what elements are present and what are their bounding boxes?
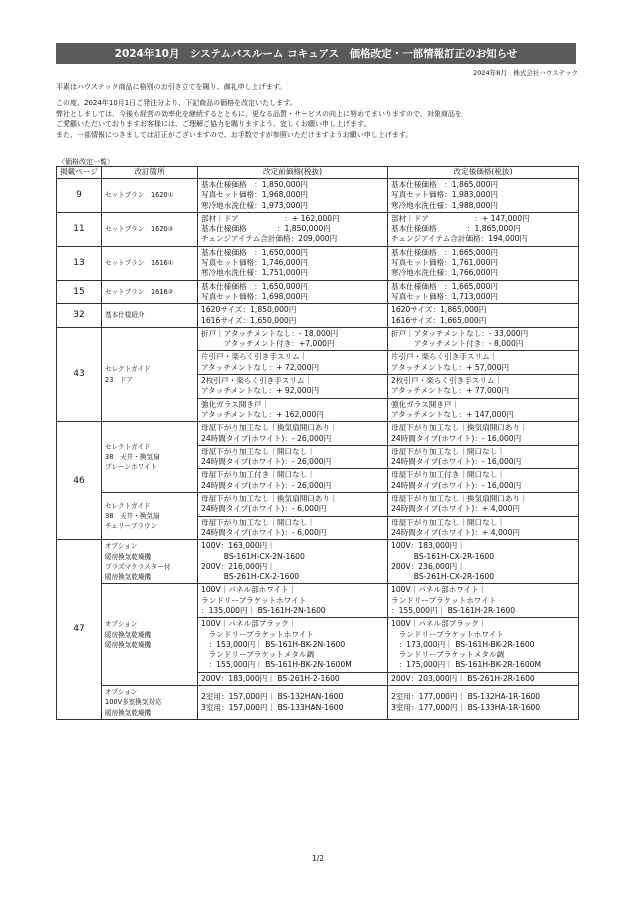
section-line: オプション bbox=[105, 620, 138, 629]
page-number-cell: 15 bbox=[57, 280, 102, 304]
price-line: ：155,000円｜ BS-161H-2R-1600 bbox=[391, 605, 516, 615]
price-line: アタッチメントなし：+ 162,000円 bbox=[201, 409, 324, 419]
intro-paragraph bbox=[56, 98, 586, 140]
section-line: セレクトガイド bbox=[105, 501, 151, 510]
section-cell bbox=[102, 493, 198, 540]
price-line: 母屋下がり加工なし｜開口なし｜ bbox=[201, 517, 315, 527]
price-before-cell bbox=[198, 672, 388, 685]
greeting-text: 平素はハウステック商品に格別のお引き立てを賜り、御礼申し上げます。 bbox=[56, 83, 287, 91]
price-line: チェンジアイテム合計価格：194,000円 bbox=[391, 234, 528, 244]
price-after-cell bbox=[388, 618, 579, 672]
price-line: 母屋下がり加工なし｜換気扇開口あり｜ bbox=[391, 423, 528, 433]
price-before-cell bbox=[198, 179, 388, 213]
table-body bbox=[57, 179, 579, 720]
price-line: 寒冷地水洗仕様：1,973,000円 bbox=[201, 200, 308, 210]
price-after-cell bbox=[388, 246, 579, 280]
table-row bbox=[57, 493, 579, 517]
section-cell bbox=[102, 327, 198, 421]
price-line: 1620サイズ：1,865,000円 bbox=[391, 305, 487, 315]
section-line: 100V多室換気対応 bbox=[105, 698, 162, 707]
price-before-cell bbox=[198, 540, 388, 584]
price-line: 写真セット価格：1,983,000円 bbox=[391, 190, 498, 200]
price-line: 基本仕様価格 ：1,850,000円 bbox=[201, 180, 308, 189]
table-header-row bbox=[57, 167, 579, 179]
price-line: 強化ガラス開き戸｜ bbox=[391, 399, 460, 409]
price-line: ：173,000円｜ BS-161H-BK-2R-1600 bbox=[391, 639, 535, 649]
price-before-cell bbox=[198, 422, 388, 446]
header-page: 掲載ページ bbox=[57, 167, 102, 179]
table-row bbox=[57, 540, 579, 584]
price-line: 2枚引戸・楽らく引き手スリム｜ bbox=[201, 376, 313, 386]
price-after-cell bbox=[388, 540, 579, 584]
price-before-cell bbox=[198, 398, 388, 422]
price-line: 母屋下がり加工なし｜換気扇開口あり｜ bbox=[201, 423, 338, 433]
price-after-cell bbox=[388, 351, 579, 375]
price-line: アタッチメントなし：+ 92,000円 bbox=[201, 386, 320, 396]
section-line: 暖房換気乾燥機 bbox=[105, 630, 152, 639]
section-line: 暖房換気乾燥機 bbox=[105, 640, 152, 649]
section-line: セットプラン 1620① bbox=[105, 191, 174, 200]
section-line: オプション bbox=[105, 542, 138, 551]
price-line: アタッチメントなし：+ 57,000円 bbox=[391, 362, 510, 372]
price-line: アタッチメント付き：- 8,000円 bbox=[391, 339, 524, 349]
price-before-cell bbox=[198, 212, 388, 246]
price-line: 片引戸・楽らく引き手スリム｜ bbox=[201, 352, 308, 362]
price-before-cell bbox=[198, 445, 388, 469]
section-line: セットプラン 1616② bbox=[105, 287, 174, 296]
price-after-cell bbox=[388, 516, 579, 540]
table-row bbox=[57, 686, 579, 720]
price-after-cell bbox=[388, 445, 579, 469]
table-row bbox=[57, 304, 579, 328]
price-line: 折戸｜アタッチメントなし：- 33,000円 bbox=[391, 328, 529, 338]
price-line: 24時間タイプ(ホワイト)：- 6,000円 bbox=[201, 527, 327, 537]
page-number-cell: 47 bbox=[57, 540, 102, 720]
price-line: ：175,000円｜ BS-161H-BK-2R-1600M bbox=[391, 660, 542, 670]
price-line: 24時間タイプ(ホワイト)：+ 4,000円 bbox=[391, 527, 521, 537]
table-row bbox=[57, 212, 579, 246]
price-before-cell bbox=[198, 351, 388, 375]
price-after-cell bbox=[388, 584, 579, 618]
section-cell bbox=[102, 540, 198, 584]
price-after-cell bbox=[388, 686, 579, 720]
price-line: 24時間タイプ(ホワイト)：- 16,000円 bbox=[391, 457, 522, 467]
intro-line: また、一部情報につきましては訂正がございますので、お手数ですが参照いただけますようお願い申し上げます。 bbox=[56, 130, 413, 139]
price-line: ：153,000円｜ BS-161H-BK-2N-1600 bbox=[201, 639, 346, 649]
page-number-cell: 11 bbox=[57, 212, 102, 246]
price-line: 部材｜ドア ：+ 147,000円 bbox=[391, 213, 530, 223]
page-number-cell: 9 bbox=[57, 179, 102, 213]
price-after-cell bbox=[388, 179, 579, 213]
table-row bbox=[57, 327, 579, 351]
price-line: 24時間タイプ(ホワイト)：- 26,000円 bbox=[201, 480, 332, 490]
price-line: 部材｜ドア ：+ 162,000円 bbox=[201, 213, 340, 223]
price-line: 母屋下がり加工なし｜開口なし｜ bbox=[391, 446, 505, 456]
section-line: 暖房換気乾燥機 bbox=[105, 552, 152, 561]
price-line: 24時間タイプ(ホワイト)：+ 4,000円 bbox=[391, 504, 521, 514]
intro-line: この度、2024年10月1日ご発注分より、下記商品の価格を改定いたします。 bbox=[56, 99, 297, 107]
price-line: 母屋下がり加工なし｜開口なし｜ bbox=[391, 517, 505, 527]
price-after-cell bbox=[388, 672, 579, 685]
price-line: BS-261H-CX-2R-1600 bbox=[391, 572, 495, 582]
section-line: 23 ドア bbox=[105, 375, 133, 384]
price-revision-table bbox=[56, 166, 579, 720]
price-line: 200V：203,000円｜ BS-261H-2R-1600 bbox=[391, 673, 535, 683]
price-before-cell bbox=[198, 246, 388, 280]
price-before-cell bbox=[198, 686, 388, 720]
section-caption: 〈価格改定一覧〉 bbox=[58, 158, 114, 166]
price-line: 1616サイズ：1,665,000円 bbox=[391, 315, 487, 325]
price-line: ランドリーブラケットホワイト bbox=[201, 629, 314, 639]
section-line: 暖房換気乾燥機 bbox=[105, 708, 152, 717]
price-line: 2室用：157,000円｜ BS-132HAN-1600 bbox=[201, 692, 344, 702]
section-cell bbox=[102, 686, 198, 720]
price-line: 母屋下がり加工付き｜開口なし｜ bbox=[391, 470, 505, 480]
date-company: 2024年8月 株式会社ハウステック bbox=[473, 69, 578, 77]
price-line: 24時間タイプ(ホワイト)：- 6,000円 bbox=[201, 504, 327, 514]
section-line: セレクトガイド bbox=[105, 365, 151, 374]
page-number-cell: 32 bbox=[57, 304, 102, 328]
section-cell bbox=[102, 179, 198, 213]
price-line: 200V：216,000円｜ bbox=[201, 561, 275, 571]
table-row bbox=[57, 246, 579, 280]
price-line: 100V：183,000円｜ bbox=[391, 541, 465, 551]
price-line: 基本仕様価格 ：1,650,000円 bbox=[201, 281, 308, 291]
price-before-cell bbox=[198, 469, 388, 493]
price-line: 基本仕様価格 ：1,865,000円 bbox=[391, 224, 521, 234]
section-cell bbox=[102, 212, 198, 246]
price-line: 100V｜パネル部ブラック｜ bbox=[201, 619, 297, 629]
price-line: ランドリーブラケットメタル調 bbox=[391, 650, 505, 660]
price-line: 24時間タイプ(ホワイト)：- 26,000円 bbox=[201, 433, 332, 443]
price-after-cell bbox=[388, 422, 579, 446]
section-cell bbox=[102, 304, 198, 328]
price-line: 基本仕様価格 ：1,850,000円 bbox=[201, 224, 331, 234]
intro-line: 弊社としましては、今後も経営の効率化を継続するとともに、更なる品質・サービスの向上に努めてまいりますので、対象商品を bbox=[56, 109, 462, 118]
price-line: 母屋下がり加工付き｜開口なし｜ bbox=[201, 470, 315, 480]
page-number-cell: 13 bbox=[57, 246, 102, 280]
page-title: 2024年10月 システムバスルーム コキュアス 価格改定・一部情報訂正のお知らせ bbox=[56, 43, 576, 64]
price-line: ランドリーブラケットホワイト bbox=[391, 629, 504, 639]
intro-line: ご愛顧いただいておりますお客様には、ご理解ご協力を賜りますよう、宜しくお願い申し上げます。 bbox=[56, 120, 371, 128]
price-before-cell bbox=[198, 493, 388, 517]
price-line: 基本仕様価格 ：1,665,000円 bbox=[391, 281, 498, 291]
price-line: 200V：236,000円｜ bbox=[391, 561, 465, 571]
section-line: 暖房換気乾燥機 bbox=[105, 573, 152, 582]
header-after: 改定後価格(税抜) bbox=[388, 167, 579, 179]
price-before-cell bbox=[198, 584, 388, 618]
section-line: プラズマクラスター付 bbox=[105, 562, 171, 571]
price-line: 写真セット価格：1,761,000円 bbox=[391, 258, 498, 268]
price-line: 100V｜パネル部ホワイト｜ bbox=[391, 585, 487, 595]
section-cell bbox=[102, 280, 198, 304]
section-cell bbox=[102, 584, 198, 686]
page-number-cell: 46 bbox=[57, 422, 102, 540]
price-before-cell bbox=[198, 516, 388, 540]
price-line: 母屋下がり加工なし｜換気扇開口あり｜ bbox=[391, 494, 528, 504]
price-line: アタッチメントなし：+ 77,000円 bbox=[391, 386, 510, 396]
price-line: 母屋下がり加工なし｜換気扇開口あり｜ bbox=[201, 494, 338, 504]
price-line: 24時間タイプ(ホワイト)：- 16,000円 bbox=[391, 480, 522, 490]
price-line: 2枚引戸・楽らく引き手スリム｜ bbox=[391, 376, 503, 386]
section-cell bbox=[102, 422, 198, 493]
price-line: 写真セット価格：1,968,000円 bbox=[201, 190, 308, 200]
price-line: 200V：183,000円｜ BS-261H-2-1600 bbox=[201, 673, 340, 683]
price-line: アタッチメント付き：+7,000円 bbox=[201, 339, 335, 349]
header-before: 改定前価格(税抜) bbox=[198, 167, 388, 179]
price-line: 1620サイズ：1,850,000円 bbox=[201, 305, 297, 315]
price-line: アタッチメントなし：+ 72,000円 bbox=[201, 362, 320, 372]
price-line: 寒冷地水洗仕様：1,751,000円 bbox=[201, 268, 308, 278]
section-line: プレーンホワイト bbox=[105, 463, 158, 472]
page-number: 1/2 bbox=[311, 854, 325, 863]
price-line: ：135,000円｜ BS-161H-2N-1600 bbox=[201, 605, 326, 615]
price-after-cell bbox=[388, 493, 579, 517]
price-line: 写真セット価格：1,713,000円 bbox=[391, 291, 498, 301]
section-line: セットプラン 1616① bbox=[105, 259, 174, 268]
price-before-cell bbox=[198, 618, 388, 672]
price-line: 基本仕様価格 ：1,650,000円 bbox=[201, 247, 308, 257]
section-line: オプション bbox=[105, 688, 138, 697]
section-line: セットプラン 1620② bbox=[105, 225, 174, 234]
section-line: チェリーブラウン bbox=[105, 522, 158, 531]
price-line: 寒冷地水洗仕様：1,988,000円 bbox=[391, 200, 498, 210]
price-line: 100V：163,000円｜ bbox=[201, 541, 275, 551]
price-after-cell bbox=[388, 327, 579, 351]
section-line: 38 天井・換気扇 bbox=[105, 511, 160, 520]
price-after-cell bbox=[388, 280, 579, 304]
price-line: 母屋下がり加工なし｜開口なし｜ bbox=[201, 446, 315, 456]
price-line: ランドリーブラケットホワイト bbox=[201, 595, 307, 605]
price-line: 強化ガラス開き戸｜ bbox=[201, 399, 270, 409]
header-section: 改訂箇所 bbox=[102, 167, 198, 179]
price-line: ランドリーブラケットホワイト bbox=[391, 595, 497, 605]
price-line: 片引戸・楽らく引き手スリム｜ bbox=[391, 352, 498, 362]
price-line: 1616サイズ：1,650,000円 bbox=[201, 315, 297, 325]
price-after-cell bbox=[388, 375, 579, 399]
price-line: アタッチメントなし：+ 147,000円 bbox=[391, 409, 514, 419]
price-line: 3室用：177,000円｜ BS-133HA-1R-1600 bbox=[391, 702, 541, 712]
price-line: 写真セット価格：1,698,000円 bbox=[201, 291, 308, 301]
page-number-cell: 43 bbox=[57, 327, 102, 421]
price-after-cell bbox=[388, 212, 579, 246]
price-line: 24時間タイプ(ホワイト)：- 16,000円 bbox=[391, 433, 522, 443]
price-after-cell bbox=[388, 304, 579, 328]
price-line: 100V｜パネル部ブラック｜ bbox=[391, 619, 487, 629]
table-row bbox=[57, 422, 579, 446]
price-line: 折戸｜アタッチメントなし：- 18,000円 bbox=[201, 328, 339, 338]
price-after-cell bbox=[388, 398, 579, 422]
price-before-cell bbox=[198, 327, 388, 351]
price-line: 2室用：177,000円｜ BS-132HA-1R-1600 bbox=[391, 692, 541, 702]
price-before-cell bbox=[198, 375, 388, 399]
price-line: チェンジアイテム合計価格：209,000円 bbox=[201, 234, 338, 244]
section-line: セレクトガイド bbox=[105, 442, 151, 451]
price-after-cell bbox=[388, 469, 579, 493]
table-row bbox=[57, 280, 579, 304]
price-line: ：155,000円｜ BS-161H-BK-2N-1600M bbox=[201, 660, 352, 670]
price-line: BS-161H-CX-2N-1600 bbox=[201, 551, 305, 561]
price-line: ランドリーブラケットメタル調 bbox=[201, 650, 315, 660]
price-line: 基本仕様価格 ：1,665,000円 bbox=[391, 247, 498, 257]
price-line: 3室用：157,000円｜ BS-133HAN-1600 bbox=[201, 702, 344, 712]
price-line: BS-161H-CX-2R-1600 bbox=[391, 551, 495, 561]
section-line: 38 天井・換気扇 bbox=[105, 452, 160, 461]
price-line: BS-261H-CX-2-1600 bbox=[201, 572, 300, 582]
price-before-cell bbox=[198, 280, 388, 304]
price-line: 24時間タイプ(ホワイト)：- 26,000円 bbox=[201, 457, 332, 467]
table-row bbox=[57, 584, 579, 618]
section-line: 基本仕様紹介 bbox=[105, 311, 145, 320]
table-row bbox=[57, 179, 579, 213]
price-line: 100V｜パネル部ホワイト｜ bbox=[201, 585, 297, 595]
price-line: 寒冷地水洗仕様：1,766,000円 bbox=[391, 268, 498, 278]
price-before-cell bbox=[198, 304, 388, 328]
price-line: 基本仕様価格 ：1,865,000円 bbox=[391, 180, 498, 189]
section-cell bbox=[102, 246, 198, 280]
price-line: 写真セット価格：1,746,000円 bbox=[201, 258, 308, 268]
